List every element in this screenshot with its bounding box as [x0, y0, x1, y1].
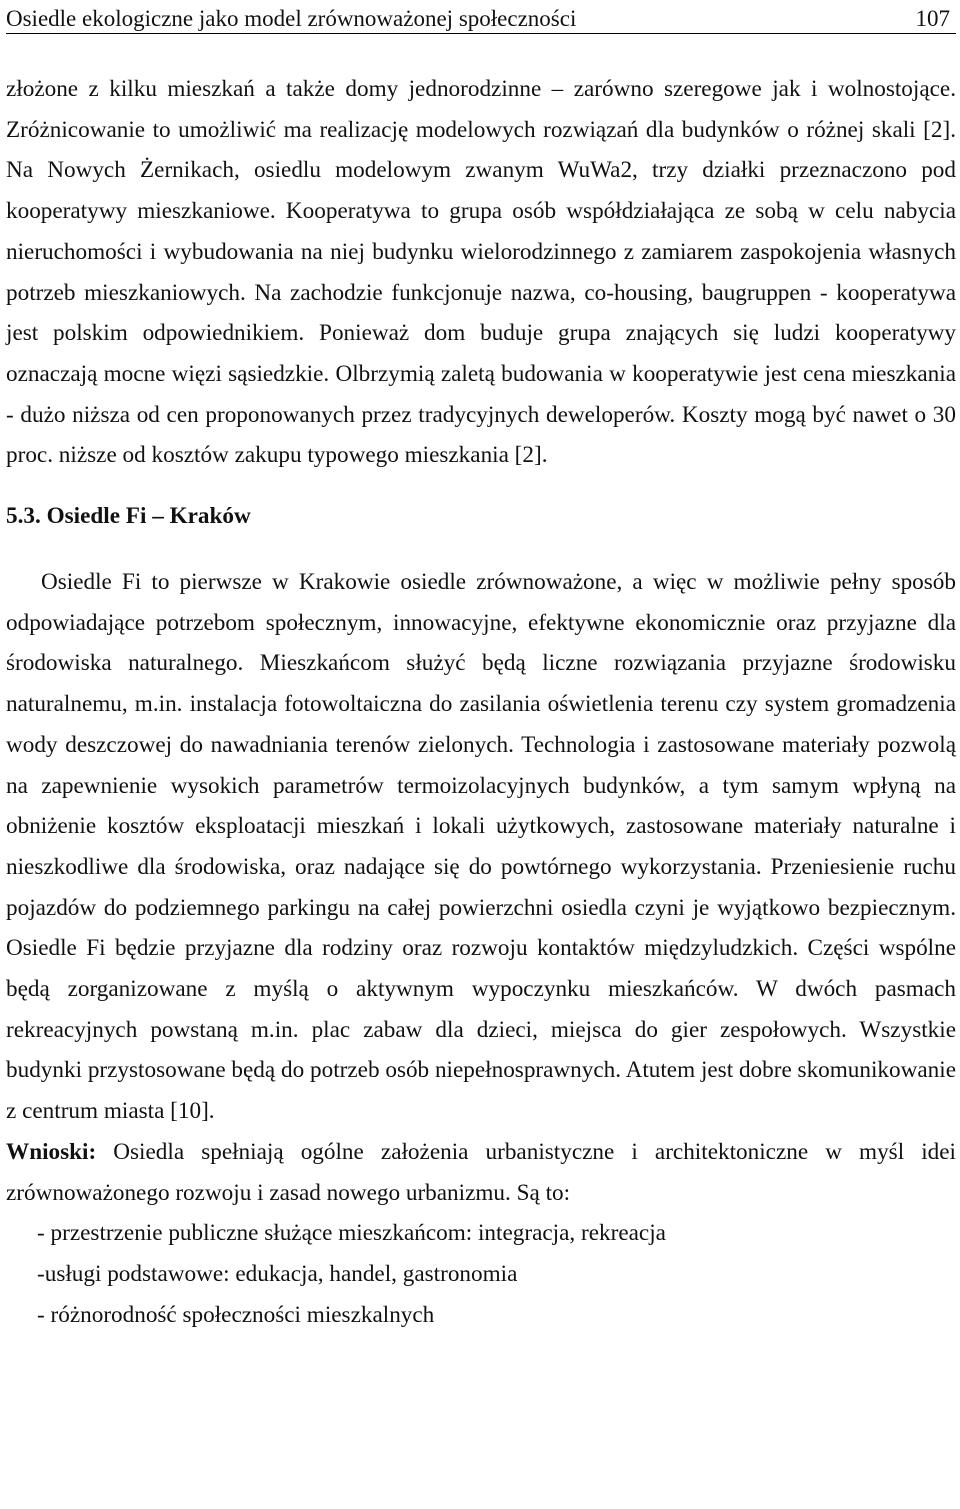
list-item: - przestrzenie publiczne służące mieszkańcom: integracja, rekreacja [37, 1220, 666, 1247]
conclusions-list [6, 1213, 956, 1335]
paragraph-osiedle-fi: Osiedle Fi to pierwsze w Krakowie osiedle zrównoważone, a więc w możliwie pełny sposób odpowiadające potrzebom społecznym, innowacyjne, efektywne ekonomicznie oraz przyjazne dla środowiska naturalnego. Mieszkańcom służyć będą liczne rozwiązania przyjazne środowisku naturalnemu, m.in. instalacja fotowoltaiczna do zasilania oświetlenia terenu czy system gromadzenia wody deszczowej do nawadniania terenów zielonych. Technologia i zastosowane materiały pozwolą na zapewnienie wysokich parametrów termoizolacyjnych budynków, a tym samym wpłyną na obniżenie kosztów eksploatacji mieszkań i lokali użytkowych, zastosowane materiały naturalne i nieszkodliwe dla środowiska, oraz nadające się do powtórnego wykorzystania. Przeniesienie ruchu pojazdów do podziemnego parkingu na całej powierzchni osiedla czyni je wyjątkowo bezpiecznym. Osiedle Fi będzie przyjazne dla rodziny oraz rozwoju kontaktów międzyludzkich. Części wspólne będą zorganizowane z myślą o aktywnym wypoczynku mieszkańców. W dwóch pasmach rekreacyjnych powstaną m.in. plac zabaw dla dzieci, miejsca do gier zespołowych. Wszystkie budynki przystosowane będą do potrzeb osób niepełnosprawnych. Atutem jest dobre skomunikowanie z centrum miasta [10]. [6, 569, 956, 1125]
list-item: -usługi podstawowe: edukacja, handel, gastronomia [37, 1260, 518, 1287]
conclusions-label: Wnioski: [6, 1138, 97, 1165]
conclusions-text: Osiedla spełniają ogólne założenia urbanistyczne i architektoniczne w myśl idei zrównoważonego rozwoju i zasad nowego urbanizmu. Są to: [6, 1138, 956, 1206]
section-heading: 5.3. Osiedle Fi – Kraków [6, 503, 251, 530]
conclusions-paragraph [6, 1132, 956, 1213]
running-header [6, 0, 956, 34]
running-header-title: Osiedle ekologiczne jako model zrównoważonej społeczności [6, 6, 577, 31]
list-item: - różnorodność społeczności mieszkalnych [37, 1301, 435, 1328]
page-number: 107 [915, 6, 950, 31]
paragraph-cooperatives: złożone z kilku mieszkań a także domy jednorodzinne – zarówno szeregowe jak i wolnostojące. Zróżnicowanie to umożliwić ma realizację modelowych rozwiązań dla budynków o różnej skali [2]. Na Nowych Żernikach, osiedlu modelowym zwanym WuWa2, trzy działki przeznaczono pod kooperatywy mieszkaniowe. Kooperatywa to grupa osób współdziałająca ze sobą w celu nabycia nieruchomości i wybudowania na niej budynku wielorodzinnego z zamiarem zaspokojenia własnych potrzeb mieszkaniowych. Na zachodzie funkcjonuje nazwa, co-housing, baugruppen - kooperatywa jest polskim odpowiednikiem. Ponieważ dom buduje grupa znających się ludzi kooperatywy oznaczają mocne więzi sąsiedzkie. Olbrzymią zaletą budowania w kooperatywie jest cena mieszkania - dużo niższa od cen proponowanych przez tradycyjnych deweloperów. Koszty mogą być nawet o 30 proc. niższe od kosztów zakupu typowego mieszkania [2]. [6, 76, 956, 469]
